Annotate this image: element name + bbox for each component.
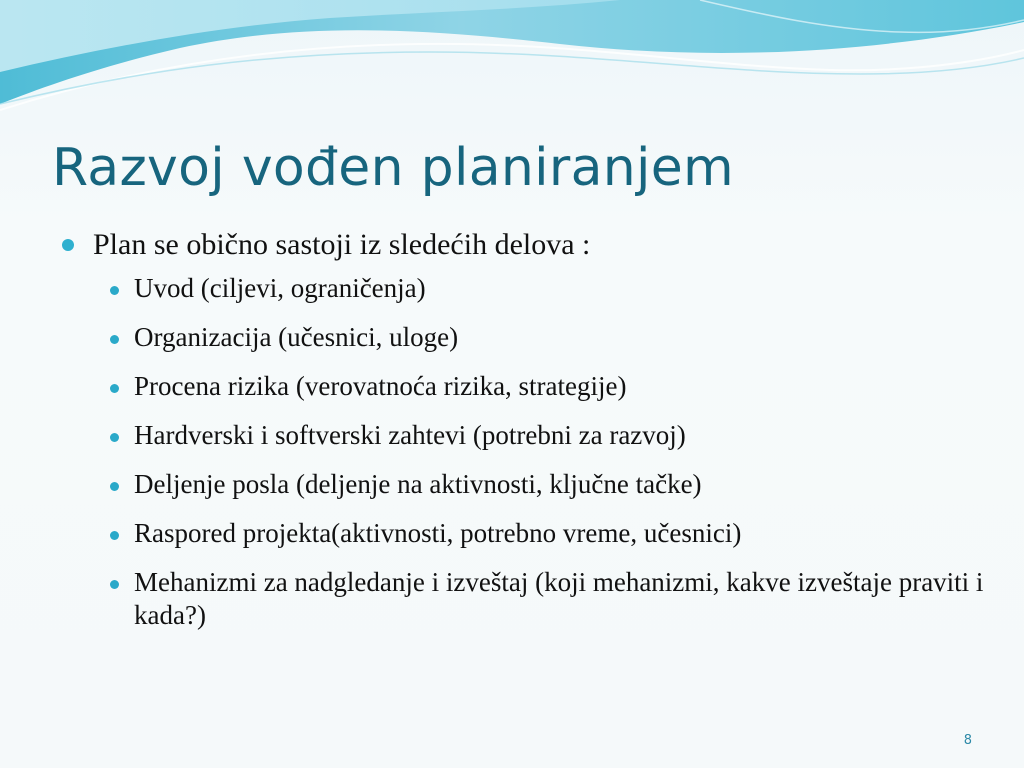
header-wave-decoration xyxy=(0,0,1024,120)
sub-bullet-text: Uvod (ciljevi, ograničenja) xyxy=(134,273,426,303)
sub-bullet-text: Raspored projekta(aktivnosti, potrebno vreme, učesnici) xyxy=(134,518,742,548)
sub-bullet-dot-icon xyxy=(110,580,119,589)
sub-bullet-dot-icon xyxy=(110,384,119,393)
sub-bullet-text: Hardverski i softverski zahtevi (potrebni za razvoj) xyxy=(134,420,686,450)
sub-bullet xyxy=(62,321,1002,354)
slide-content xyxy=(62,222,1002,648)
sub-bullet-text: Mehanizmi za nadgledanje i izveštaj (koji mehanizmi, kakve izveštaje praviti i kada?) xyxy=(134,567,984,630)
sub-bullet-text: Procena rizika (verovatnoća rizika, strategije) xyxy=(134,371,627,401)
main-bullet xyxy=(62,222,1002,268)
sub-bullet-dot-icon xyxy=(110,286,119,295)
sub-bullet-dot-icon xyxy=(110,482,119,491)
sub-bullet xyxy=(62,370,1002,403)
sub-bullet xyxy=(62,272,1002,305)
sub-bullet-dot-icon xyxy=(110,335,119,344)
sub-bullet xyxy=(62,517,1002,550)
sub-bullet-text: Organizacija (učesnici, uloge) xyxy=(134,322,459,352)
sub-bullet-dot-icon xyxy=(110,531,119,540)
sub-bullet-dot-icon xyxy=(110,433,119,442)
main-bullet-dot-icon xyxy=(62,239,74,251)
main-bullet-text: Plan se obično sastoji iz sledećih delova : xyxy=(93,228,591,261)
sub-bullet xyxy=(62,419,1002,452)
sub-bullet-list xyxy=(62,272,1002,632)
sub-bullet-text: Deljenje posla (deljenje na aktivnosti, ključne tačke) xyxy=(134,469,702,499)
slide-title: Razvoj vođen planiranjem xyxy=(52,138,735,198)
sub-bullet xyxy=(62,566,1002,632)
sub-bullet xyxy=(62,468,1002,501)
page-number: 8 xyxy=(963,733,972,748)
